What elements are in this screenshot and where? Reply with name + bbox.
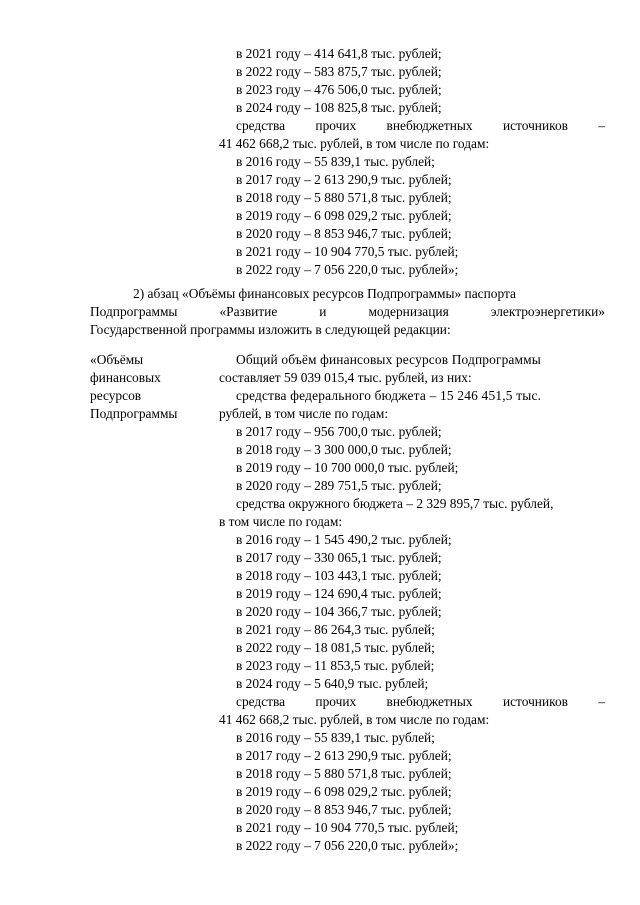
text-line: в 2022 году – 18 081,5 тыс. рублей; (236, 640, 435, 655)
word: – (598, 694, 605, 709)
text-line: в 2022 году – 7 056 220,0 тыс. рублей»; (236, 262, 459, 277)
paragraph-line: Государственной программы изложить в следующей редакции: (90, 322, 451, 337)
text-line: в 2022 году – 583 875,7 тыс. рублей; (236, 64, 442, 79)
paragraph-line: 2) абзац «Объёмы финансовых ресурсов Подпрограммы» паспорта (133, 286, 516, 301)
district-line: в том числе по годам: (219, 514, 343, 529)
text-line: в 2019 году – 6 098 029,2 тыс. рублей; (236, 208, 452, 223)
text-line: в 2019 году – 10 700 000,0 тыс. рублей; (236, 460, 459, 475)
federal-line: рублей, в том числе по годам: (219, 406, 389, 421)
federal-line: средства федерального бюджета – 15 246 451,5 тыс. (236, 388, 542, 403)
justified-line (236, 693, 605, 711)
text-line: в 2023 году – 11 853,5 тыс. рублей; (236, 658, 435, 673)
text-line: в 2021 году – 10 904 770,5 тыс. рублей; (236, 820, 459, 835)
text-line: в 2019 году – 124 690,4 тыс. рублей; (236, 586, 442, 601)
text-line: в 2018 году – 103 443,1 тыс. рублей; (236, 568, 442, 583)
text-line: в 2020 году – 104 366,7 тыс. рублей; (236, 604, 442, 619)
text-line: в 2017 году – 2 613 290,9 тыс. рублей; (236, 748, 452, 763)
table-label: Подпрограммы (90, 406, 178, 421)
text-line: в 2022 году – 7 056 220,0 тыс. рублей»; (236, 838, 459, 853)
text-line: в 2024 году – 5 640,9 тыс. рублей; (236, 676, 429, 691)
table-label: «Объёмы (90, 352, 144, 367)
text-line: в 2024 году – 108 825,8 тыс. рублей; (236, 100, 442, 115)
total-line: Общий объём финансовых ресурсов Подпрограммы (236, 352, 541, 367)
text-line: в 2020 году – 289 751,5 тыс. рублей; (236, 478, 442, 493)
word: и (319, 304, 327, 319)
word: Подпрограммы (90, 304, 178, 319)
word: прочих (315, 694, 357, 709)
text-line: в 2016 году – 1 545 490,2 тыс. рублей; (236, 532, 452, 547)
text-line: 41 462 668,2 тыс. рублей, в том числе по годам: (219, 712, 490, 727)
text-line: в 2017 году – 2 613 290,9 тыс. рублей; (236, 172, 452, 187)
table-label: ресурсов (90, 388, 142, 403)
text-line: в 2020 году – 8 853 946,7 тыс. рублей; (236, 802, 452, 817)
text-line: в 2016 году – 55 839,1 тыс. рублей; (236, 730, 435, 745)
word: модернизация (368, 304, 449, 319)
word: – (598, 118, 605, 133)
word: электроэнергетики» (490, 304, 605, 319)
word: источников (502, 118, 568, 133)
text-line: 41 462 668,2 тыс. рублей, в том числе по годам: (219, 136, 490, 151)
text-line: в 2020 году – 8 853 946,7 тыс. рублей; (236, 226, 452, 241)
text-line: в 2016 году – 55 839,1 тыс. рублей; (236, 154, 435, 169)
text-line: в 2017 году – 956 700,0 тыс. рублей; (236, 424, 442, 439)
district-line: средства окружного бюджета – 2 329 895,7 тыс. рублей, (236, 496, 554, 511)
word: источников (502, 694, 568, 709)
text-line: в 2021 году – 10 904 770,5 тыс. рублей; (236, 244, 459, 259)
text-line: в 2021 году – 414 641,8 тыс. рублей; (236, 46, 442, 61)
text-line: в 2019 году – 6 098 029,2 тыс. рублей; (236, 784, 452, 799)
justified-line (90, 303, 605, 321)
table-label: финансовых (90, 370, 161, 385)
word: средства (236, 694, 286, 709)
text-line: в 2017 году – 330 065,1 тыс. рублей; (236, 550, 442, 565)
word: прочих (315, 118, 357, 133)
word: внебюджетных (386, 694, 473, 709)
justified-line (236, 117, 605, 135)
text-line: в 2023 году – 476 506,0 тыс. рублей; (236, 82, 442, 97)
text-line: в 2018 году – 5 880 571,8 тыс. рублей; (236, 190, 452, 205)
total-line: составляет 59 039 015,4 тыс. рублей, из них: (219, 370, 472, 385)
text-line: в 2018 году – 3 300 000,0 тыс. рублей; (236, 442, 452, 457)
word: средства (236, 118, 286, 133)
text-line: в 2021 году – 86 264,3 тыс. рублей; (236, 622, 435, 637)
word: «Развитие (219, 304, 278, 319)
word: внебюджетных (386, 118, 473, 133)
text-line: в 2018 году – 5 880 571,8 тыс. рублей; (236, 766, 452, 781)
